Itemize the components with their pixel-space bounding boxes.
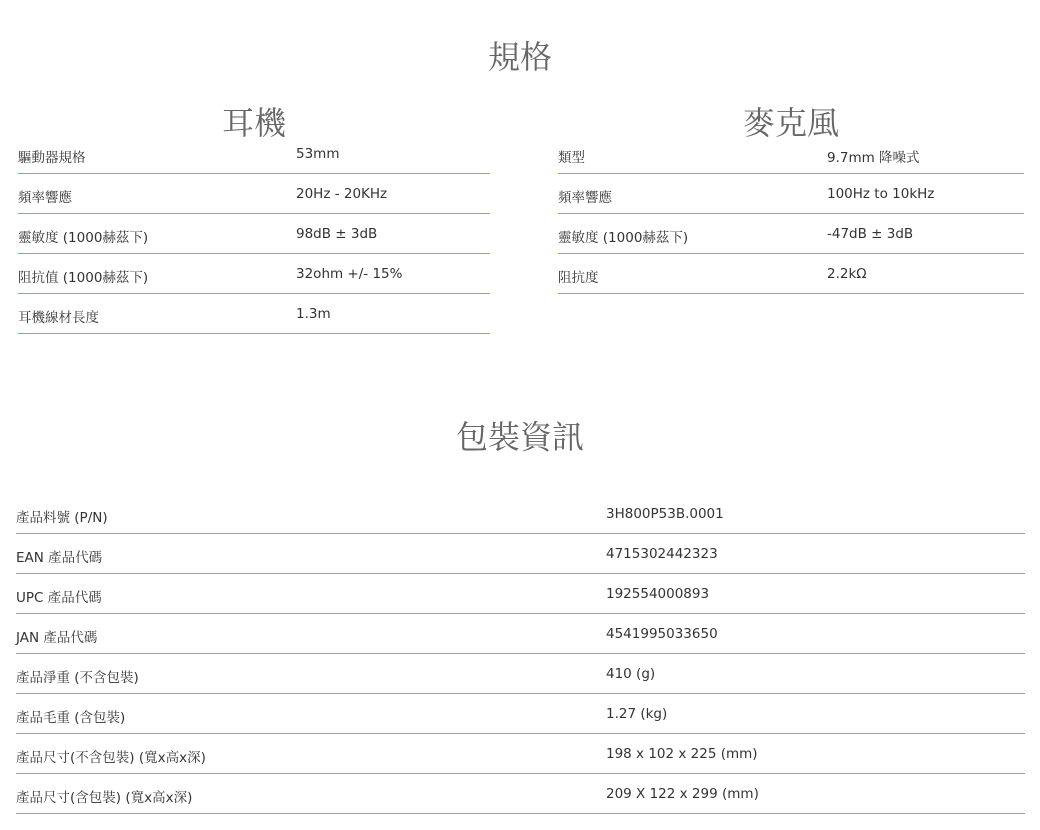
package-value: 3H800P53B.0001 — [606, 506, 724, 522]
spec-label: 耳機線材長度 — [18, 310, 99, 326]
package-info-table — [16, 494, 1025, 814]
package-value: 198 x 102 x 225 (mm) — [606, 746, 758, 762]
spec-value: 53mm — [296, 146, 340, 162]
package-label: 產品尺寸(不含包裝) (寬x高x深) — [16, 750, 206, 766]
microphone-spec-table — [558, 134, 1024, 294]
spec-value: -47dB ± 3dB — [827, 226, 914, 242]
spec-label: 靈敏度 (1000赫茲下) — [18, 230, 149, 246]
package-label: 產品料號 (P/N) — [16, 510, 108, 526]
package-label: UPC 產品代碼 — [16, 590, 102, 606]
spec-row — [18, 294, 490, 334]
package-label: 產品淨重 (不含包裝) — [16, 670, 139, 686]
spec-label: 頻率響應 — [18, 190, 72, 206]
spec-row — [18, 174, 490, 214]
package-row — [16, 494, 1025, 534]
microphone-heading: 麥克風 — [742, 103, 839, 142]
package-row — [16, 574, 1025, 614]
package-row — [16, 734, 1025, 774]
spec-value: 2.2kΩ — [827, 266, 867, 282]
package-value: 4715302442323 — [606, 546, 718, 562]
spec-label: 靈敏度 (1000赫茲下) — [558, 230, 689, 246]
package-row — [16, 534, 1025, 574]
headphone-spec-table — [18, 134, 490, 334]
package-value: 1.27 (kg) — [606, 706, 668, 722]
spec-value: 98dB ± 3dB — [296, 226, 378, 242]
spec-label: 驅動器規格 — [18, 150, 86, 166]
package-row — [16, 774, 1025, 814]
spec-row — [18, 134, 490, 174]
package-row — [16, 654, 1025, 694]
spec-value: 9.7mm 降噪式 — [827, 150, 920, 166]
package-label: 產品毛重 (含包裝) — [16, 710, 126, 726]
package-row — [16, 614, 1025, 654]
spec-row — [18, 214, 490, 254]
spec-row — [558, 134, 1024, 174]
package-label: 產品尺寸(含包裝) (寬x高x深) — [16, 790, 193, 806]
package-value: 4541995033650 — [606, 626, 718, 642]
spec-row — [558, 214, 1024, 254]
package-info-heading: 包裝資訊 — [455, 417, 584, 456]
spec-row — [18, 254, 490, 294]
spec-value: 1.3m — [296, 306, 331, 322]
page-title: 規格 — [487, 38, 552, 77]
spec-row — [558, 254, 1024, 294]
package-label: EAN 產品代碼 — [16, 550, 103, 566]
package-value: 192554000893 — [606, 586, 710, 602]
spec-value: 32ohm +/- 15% — [296, 266, 403, 282]
package-value: 209 X 122 x 299 (mm) — [606, 786, 759, 802]
spec-label: 阻抗度 — [558, 270, 599, 286]
spec-value: 100Hz to 10kHz — [827, 186, 935, 202]
spec-label: 類型 — [558, 150, 585, 166]
package-label: JAN 產品代碼 — [16, 630, 98, 646]
spec-label: 頻率響應 — [558, 190, 612, 206]
package-value: 410 (g) — [606, 666, 656, 682]
package-row — [16, 694, 1025, 734]
spec-label: 阻抗值 (1000赫茲下) — [18, 270, 149, 286]
headphone-heading: 耳機 — [221, 103, 286, 142]
spec-value: 20Hz - 20KHz — [296, 186, 388, 202]
spec-row — [558, 174, 1024, 214]
